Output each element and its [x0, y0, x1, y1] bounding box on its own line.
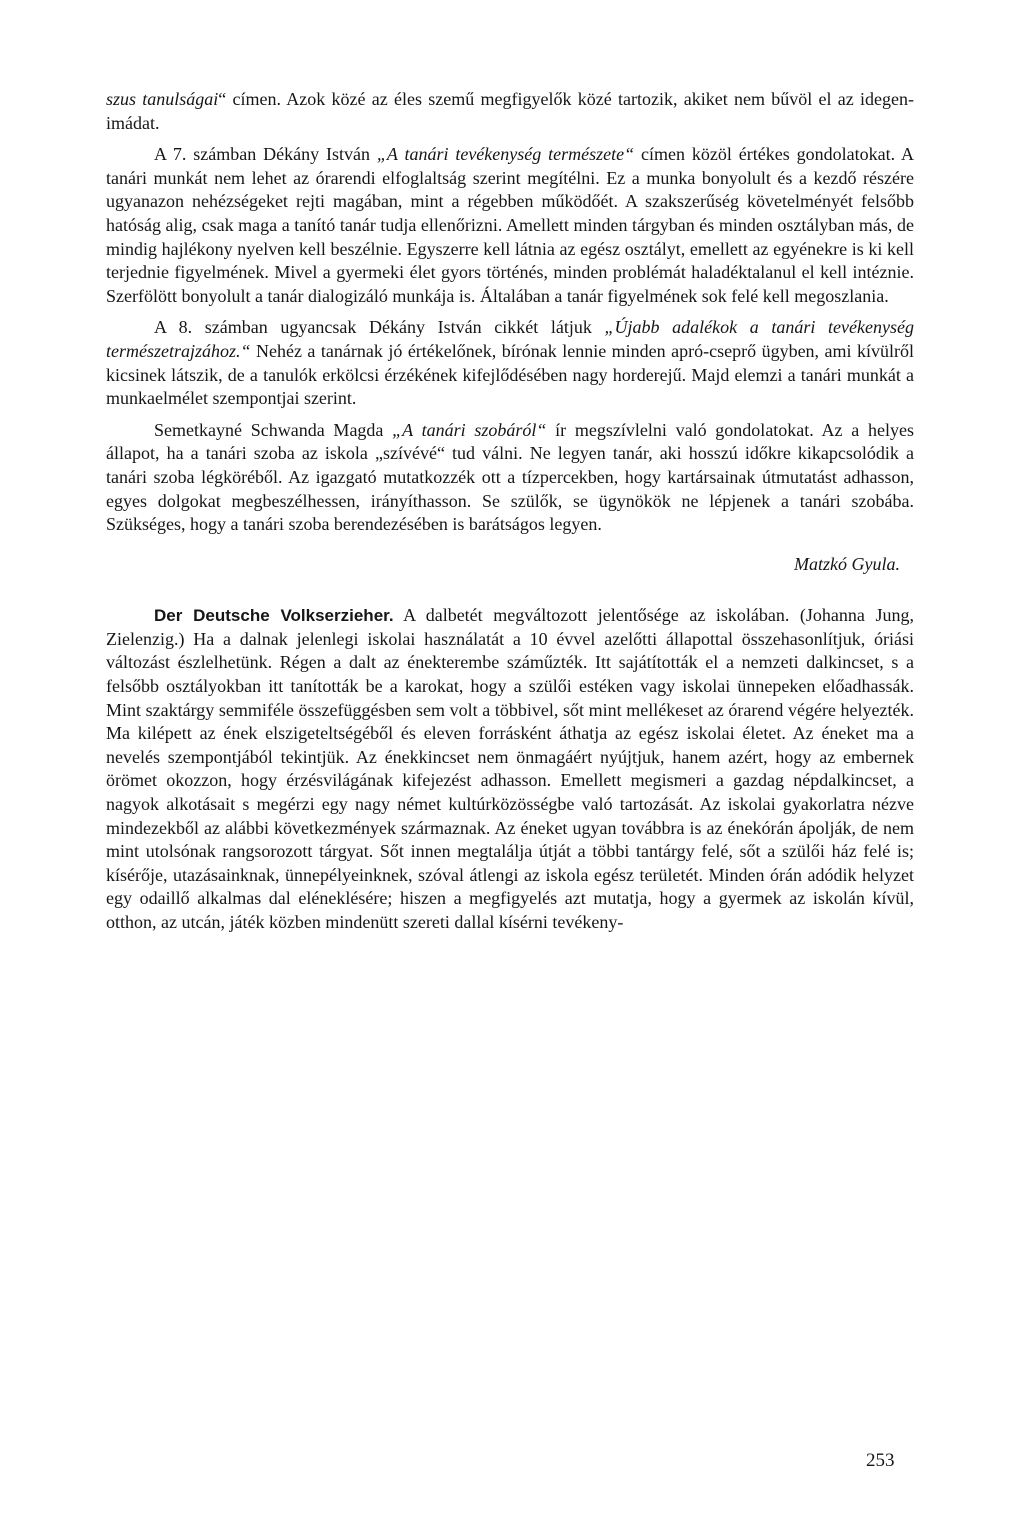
paragraph-text: A dalbetét megváltozott jelentősége az iskolában. (Johanna Jung, Zielenzig.) Ha a dalnak jelenlegi iskolai használatát a 10 évvel azelőtti állapottal összehasonlítjuk, óriási változást észlelhetünk. Régen a dalt az énekterembe száműzték. Itt sajátították el a nemzeti dalkincset, s a felsőbb osztályokban itt tanították be a karokat, hogy a szülői estéken vagy iskolai ünnepeken előadhassák. Mint szaktárgy semmiféle összefüggésben sem volt a többivel, sőt mint mellékeset az órarend végére helyezték. Ma kilépett az ének elszigeteltségéből és eleven forrásként áthatja az egész iskolai életet. Az éneket ma a nevelés szempontjából tekintjük. Az énekkincset nem önmagáért nyújtjuk, hanem azért, hogy az embernek örömet okozzon, hogy érzésvilágának kifejezést adhasson. Emellett megismeri a gazdag népdalkincset, a nagyok alkotásait s megérzi egy nagy német kultúrközösségbe való tartozását. Az iskolai gyakorlatra nézve mindezekből az alábbi következmények származnak. Az éneket ugyan továbbra is az énekórán ápolják, de nem mint utolsónak rangsorozott tárgyat. Sőt innen megtalálja útját a többi tantárgy felé, sőt a szülői ház felé is; kísérője, utazásainknak, ünnepélyeinknek, szóval átlengi az iskola egész területét. Minden órán adódik helyzet egy odaillő alkalmas dal eléneklésére; hiszen a megfigyelés azt mutatja, hogy a gyermek az iskolán kívül, otthon, az utcán, játék közben mindenütt szereti dallal kísérni tevékeny- [106, 605, 914, 932]
paragraph-text: címen közöl értékes gondolatokat. A tanári munkát nem lehet az órarendi elfoglaltság szerint megítélni. Ez a munka bonyolult és a kezdő részére ugyanazon nehézségeket rejti magában, mint a régebben működőét. A szakszerűség követelményét felsőbb hatóság alig, csak maga a tanító tanár tudja ellenőrizni. Amellett minden tárgyban és minden osztályban más, de mindig hajlékony nyelven kell beszélnie. Egyszerre kell látnia az egész osztályt, emellett az egyénekre is ki kell terjednie figyelmének. Mivel a gyermeki élet gyors történés, minden problémát haladéktalanul el kell intéznie. Szerfölött bonyolult a tanár dialogizáló munkája is. Általában a tanár figyelmének sok felé kell megoszlania. [106, 144, 914, 306]
paragraph-text: A 7. számban Dékány István [154, 144, 377, 165]
source-title-fragment: szus tanulságai [106, 89, 219, 109]
article-title: „A tanári tevékenység természete“ [376, 144, 635, 165]
article-title: „A tanári szobáról“ [392, 419, 547, 440]
paragraph-text: Semetkayné Schwanda Magda [154, 419, 393, 440]
paragraph-text: “ címen. Azok közé az éles szemű megfigyelők közé tartozik, akiket nem bűvöl el az idegen-imádat. [106, 89, 915, 133]
paragraph-text: A 8. számban ugyancsak Dékány István cikkét látjuk [154, 317, 605, 338]
article-title: „Újabb adalékok a tanári tevékenység természetrajzához.“ [106, 317, 914, 361]
journal-heading: Der Deutsche Volkserzieher. [154, 606, 394, 626]
paragraph-volkserzieher [106, 604, 914, 934]
paragraph-dekany-1 [106, 143, 914, 308]
page-content [106, 88, 914, 943]
paragraph-intro [106, 88, 914, 135]
paragraph-text: ír megszívlelni való gondolatokat. Az a helyes állapot, ha a tanári szoba az iskola „szívévé“ tud válni. Ne legyen tanár, aki hosszú időkre kikapcsolódik a tanári szoba légköréből. Az igazgató mutatkozzék ott a tízpercekben, hogy kartársainak útmutatást adhasson, egyes dolgokat megbeszélhessen, irányíthasson. Se szülők, se ügynökök ne lépjenek a tanári szobába. Szükséges, hogy a tanári szoba berendezésében is barátságos legyen. [106, 419, 914, 535]
paragraph-text: Nehéz a tanárnak jó értékelőnek, bírónak lennie minden apró-cseprő ügyben, ami kívülről kicsinek látszik, de a tanulók erkölcsi érzékének kifejlődésében nagy horderejű. Majd elemzi a tanári munkát a munkaelmélet szempontjai szerint. [106, 340, 914, 409]
author-signature: Matzkó Gyula. [794, 553, 900, 574]
page-number: 253 [866, 1450, 895, 1471]
paragraph-semetkayne [106, 419, 914, 537]
paragraph-dekany-2 [106, 316, 914, 410]
